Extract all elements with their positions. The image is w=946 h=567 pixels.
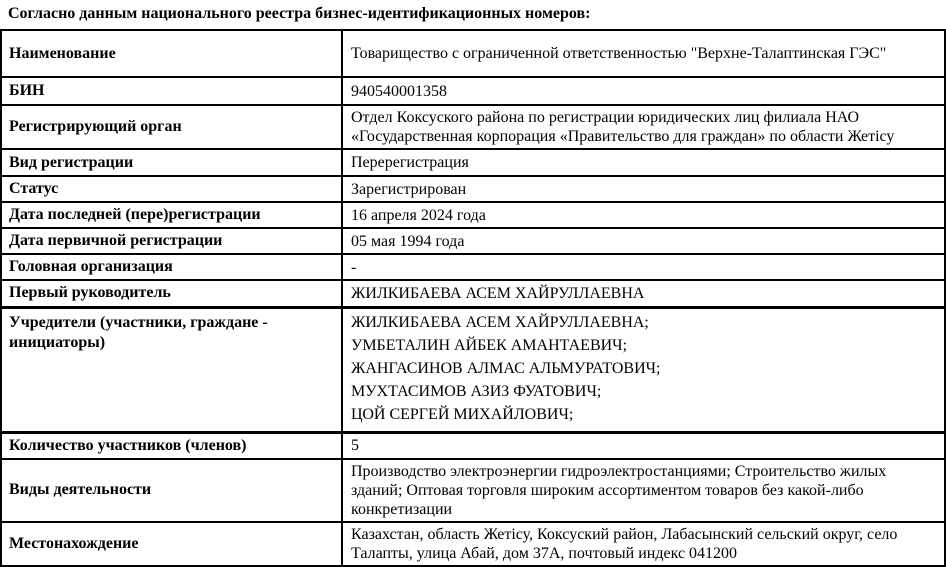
table-row: [1, 228, 945, 254]
founder-item: ЦОЙ СЕРГЕЙ МИХАЙЛОВИЧ;: [351, 405, 574, 423]
table-row: [1, 254, 945, 280]
founder-item: УМБЕТАЛИН АЙБЕК АМАНТАЕВИЧ;: [351, 336, 628, 354]
row-value: 5: [342, 432, 945, 459]
founder-item: ЖИЛКИБАЕВА АСЕМ ХАЙРУЛЛАЕВНА;: [351, 313, 649, 331]
row-label: Количество участников (членов): [1, 432, 342, 459]
table-row: [1, 77, 945, 105]
table-row: [1, 432, 945, 459]
row-label: Учредители (участники, граждане - инициаторы): [1, 307, 342, 432]
page-title: Согласно данным национального реестра бизнес-идентификационных номеров:: [8, 5, 591, 22]
row-value: Отдел Коксуского района по регистрации юридических лиц филиала НАО «Государственная корпорация «Правительство для граждан» по области Жетісу: [342, 105, 945, 149]
row-value: -: [342, 254, 945, 280]
table-row: [1, 105, 945, 149]
registry-table-body: [1, 30, 945, 566]
table-row: [1, 176, 945, 202]
row-label: Дата первичной регистрации: [1, 228, 342, 254]
row-value: Производство электроэнергии гидроэлектростанциями; Строительство жилых зданий; Оптовая торговля широким ассортиментом товаров без какой-либо конкретизации: [342, 459, 945, 522]
row-label: БИН: [1, 77, 342, 105]
row-value: Зарегистрирован: [342, 176, 945, 202]
row-value: 940540001358: [342, 77, 945, 105]
row-value: 16 апреля 2024 года: [342, 202, 945, 228]
row-label: Статус: [1, 176, 342, 202]
row-value: 05 мая 1994 года: [342, 228, 945, 254]
table-row: [1, 280, 945, 307]
founder-item: МУХТАСИМОВ АЗИЗ ФУАТОВИЧ;: [351, 382, 602, 400]
table-row: [1, 522, 945, 566]
row-label: Местонахождение: [1, 522, 342, 566]
row-label: Виды деятельности: [1, 459, 342, 522]
founder-item: ЖАНГАСИНОВ АЛМАС АЛЬМУРАТОВИЧ;: [351, 359, 661, 377]
row-label: Вид регистрации: [1, 149, 342, 176]
row-label: Первый руководитель: [1, 280, 342, 307]
table-row: [1, 149, 945, 176]
table-row: [1, 30, 945, 77]
row-value: [342, 307, 945, 432]
row-value: Перерегистрация: [342, 149, 945, 176]
row-value: Казахстан, область Жетісу, Коксуский район, Лабасынский сельский округ, село Талапты, улица Абай, дом 37А, почтовый индекс 041200: [342, 522, 945, 566]
row-value: ЖИЛКИБАЕВА АСЕМ ХАЙРУЛЛАЕВНА: [342, 280, 945, 307]
row-label: Регистрирующий орган: [1, 105, 342, 149]
table-row: [1, 307, 945, 432]
row-label: Головная организация: [1, 254, 342, 280]
row-label: Наименование: [1, 30, 342, 77]
table-row: [1, 202, 945, 228]
table-row: [1, 459, 945, 522]
row-value: Товарищество с ограниченной ответственностью "Верхне-Талаптинская ГЭС": [342, 30, 945, 77]
row-label: Дата последней (пере)регистрации: [1, 202, 342, 228]
registry-table: [0, 29, 946, 567]
